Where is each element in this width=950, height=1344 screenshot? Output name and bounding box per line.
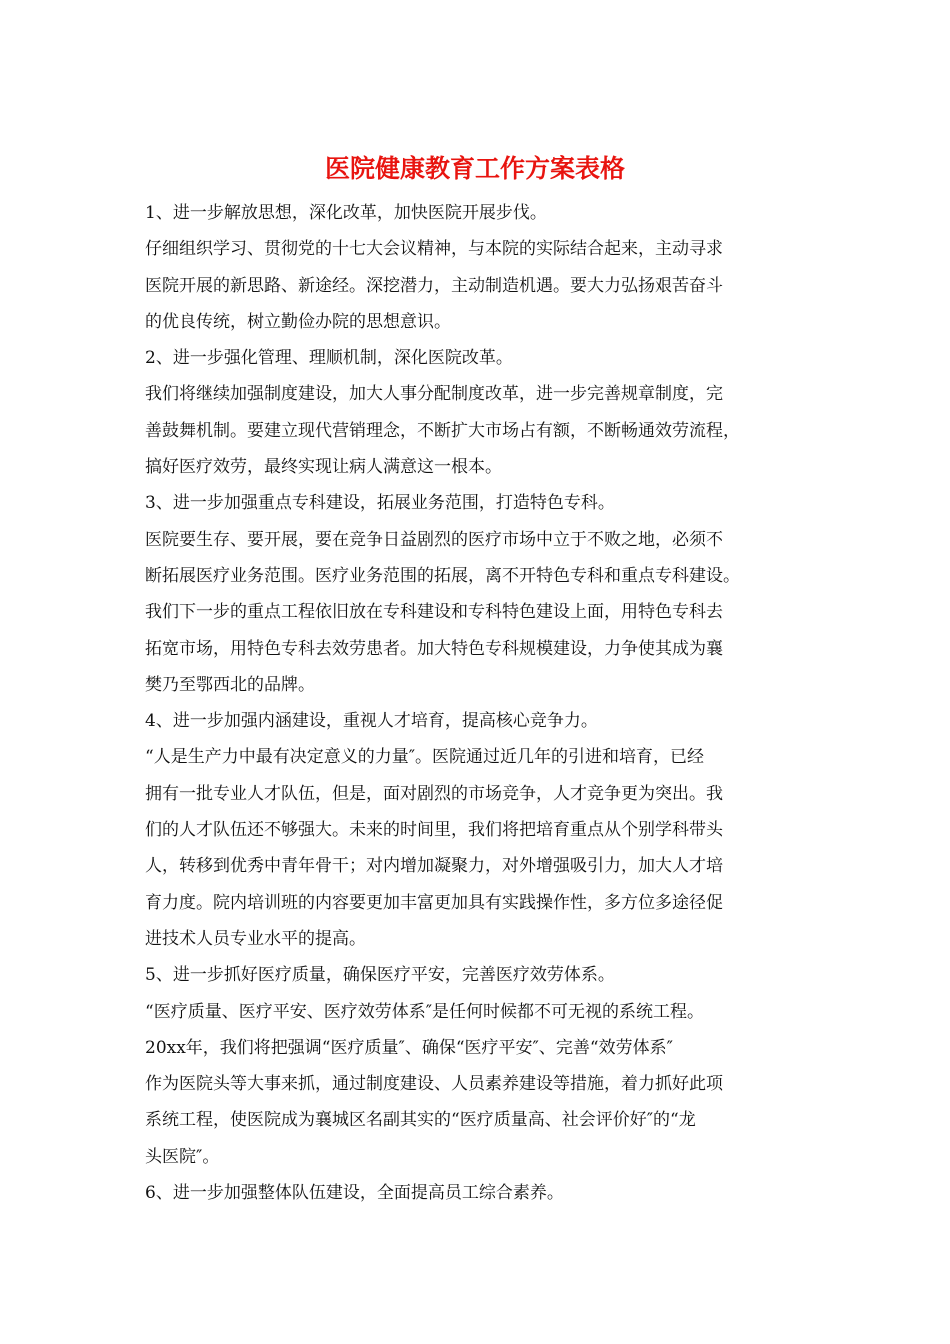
paragraph-line: 我们下一步的重点工程依旧放在专科建设和专科特色建设上面，用特色专科去 [145,602,723,623]
heading-line-4: 4、进一步加强内涵建设，重视人才培育，提高核心竞争力。 [145,711,598,732]
heading-line-5: 5、进一步抓好医疗质量，确保医疗平安，完善医疗效劳体系。 [145,965,615,986]
paragraph-line: 人，转移到优秀中青年骨干；对内增加凝聚力，对外增强吸引力，加大人才培 [145,856,723,877]
paragraph-line: 樊乃至鄂西北的品牌。 [145,674,315,695]
document-title: 医院健康教育工作方案表格 [324,154,625,183]
paragraph-line: 善鼓舞机制。要建立现代营销理念，不断扩大市场占有额，不断畅通效劳流程， [145,420,740,441]
heading-line-3: 3、进一步加强重点专科建设，拓展业务范围，打造特色专科。 [145,493,615,514]
heading-line-6: 6、进一步加强整体队伍建设，全面提高员工综合素养。 [145,1183,564,1204]
paragraph-line: “医疗质量、医疗平安、医疗效劳体系″是任何时候都不可无视的系统工程。 [145,1001,705,1022]
paragraph-line: 搞好医疗效劳，最终实现让病人满意这一根本。 [145,457,502,478]
paragraph-line: 拥有一批专业人才队伍，但是，面对剧烈的市场竞争，人才竞争更为突出。我 [145,783,723,804]
heading-line-2: 2、进一步强化管理、理顺机制，深化医院改革。 [145,348,513,369]
paragraph-line: 断拓展医疗业务范围。医疗业务范围的拓展，离不开特色专科和重点专科建设。 [145,565,740,586]
paragraph-line: 进技术人员专业水平的提高。 [145,928,366,949]
heading-line-1: 1、进一步解放思想，深化改革，加快医院开展步伐。 [145,203,547,223]
paragraph-line: 20xx年，我们将把强调“医疗质量″、确保“医疗平安″、完善“效劳体系″ [145,1037,673,1058]
paragraph-line: 仔细组织学习、贯彻党的十七大会议精神，与本院的实际结合起来，主动寻求 [145,239,723,260]
paragraph-line: 医院要生存、要开展，要在竞争日益剧烈的医疗市场中立于不败之地，必须不 [145,529,723,550]
paragraph-line: 拓宽市场，用特色专科去效劳患者。加大特色专科规模建设，力争使其成为襄 [145,638,723,659]
paragraph-line: 们的人才队伍还不够强大。未来的时间里，我们将把培育重点从个别学科带头 [145,820,723,841]
paragraph-line: 医院开展的新思路、新途经。深挖潜力，主动制造机遇。要大力弘扬艰苦奋斗 [145,275,723,296]
paragraph-line: 我们将继续加强制度建设，加大人事分配制度改革，进一步完善规章制度，完 [145,384,723,405]
paragraph-line: 头医院″。 [145,1146,220,1167]
paragraph-line: “人是生产力中最有决定意义的力量″。医院通过近几年的引进和培育，已经 [145,747,705,768]
paragraph-line: 育力度。院内培训班的内容要更加丰富更加具有实践操作性，多方位多途径促 [145,892,723,913]
paragraph-line: 作为医院头等大事来抓，通过制度建设、人员素养建设等措施，着力抓好此项 [145,1074,723,1095]
paragraph-line: 系统工程，使医院成为襄城区名副其实的“医疗质量高、社会评价好″的“龙 [145,1110,696,1131]
paragraph-line: 的优良传统，树立勤俭办院的思想意识。 [145,311,451,332]
document-body [145,195,815,1211]
